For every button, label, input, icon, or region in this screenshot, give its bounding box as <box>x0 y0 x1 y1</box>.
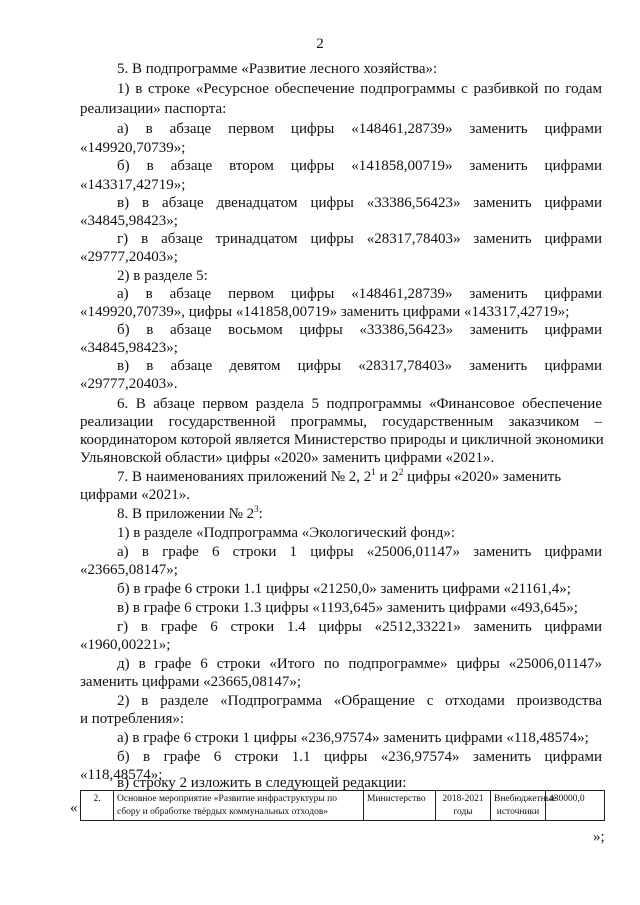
text-line-content: «149920,70739», цифры «141858,00719» заменить цифрами «143317,42719»; <box>80 304 570 320</box>
text-line <box>80 561 178 579</box>
superscript: 1 <box>371 467 376 477</box>
text-line <box>117 157 602 175</box>
text-line <box>117 748 602 766</box>
funding-source-cell: Внебюджетные источники <box>491 791 546 821</box>
text-line <box>80 303 569 321</box>
text-line-content: заменить цифрами «23665,08147»; <box>80 674 302 690</box>
text-line <box>80 248 178 266</box>
text-line-content: «34845,98423»; <box>80 213 178 229</box>
text-line-content: г) в абзаце тринадцатом цифры «28317,78403» заменить цифрами <box>117 231 602 247</box>
table-row <box>81 791 605 821</box>
text-line <box>117 580 571 598</box>
text-line-content: цифрами «2021». <box>80 487 190 503</box>
text-line-content: 7. В наименованиях приложений № 2, 2 <box>117 469 372 485</box>
text-line <box>80 212 178 230</box>
text-line-content: «143317,42719»; <box>80 177 186 193</box>
text-line-content: б) в абзаце восьмом цифры «33386,56423» заменить цифрами <box>117 322 602 338</box>
text-line <box>80 710 184 728</box>
text-line-content: а) в графе 6 строки 1 цифры «236,97574» заменить цифрами «118,48574»; <box>117 730 589 746</box>
text-line-content: Ульяновской области» цифры «2020» заменить цифрами «2021». <box>80 450 495 466</box>
page-number: 2 <box>316 36 324 52</box>
text-line-content: реализации» паспорта: <box>80 101 227 117</box>
text-line <box>117 267 208 285</box>
text-line <box>80 673 301 691</box>
text-line <box>117 505 263 523</box>
text-line <box>80 431 602 449</box>
text-line-content: а) в абзаце первом цифры «148461,28739» заменить цифрами <box>117 286 602 302</box>
text-line-content: координатором которой является Министерство природы и цикличной экономики <box>80 432 604 448</box>
closing-quote: »; <box>593 829 605 845</box>
replacement-table-row <box>80 790 605 821</box>
text-line-content: и потребления»: <box>80 711 185 727</box>
text-line <box>80 139 185 157</box>
text-line-content: «118,48574»; <box>80 767 163 783</box>
text-line-content: 2) в разделе 5: <box>117 268 208 284</box>
text-line-content: «29777,20403»; <box>80 249 178 265</box>
text-line <box>80 413 602 431</box>
text-line <box>117 468 561 486</box>
text-line-content: 6. В абзаце первом раздела 5 подпрограммы «Финансовое обеспечение <box>117 396 602 412</box>
text-line-content: 8. В приложении № 2 <box>117 506 255 522</box>
text-line <box>117 357 602 375</box>
text-line-content: б) в абзаце втором цифры «141858,00719» заменить цифрами <box>117 158 602 174</box>
text-line-content: а) в графе 6 строки 1 цифры «25006,01147» заменить цифрами <box>117 544 602 560</box>
text-line-content: б) в графе 6 строки 1.1 цифры «236,97574» заменить цифрами <box>117 749 602 765</box>
text-line <box>117 80 602 98</box>
text-line <box>80 176 185 194</box>
text-line-continuation: и 2 <box>375 469 399 485</box>
text-line <box>80 339 178 357</box>
text-line-content: реализации государственной программы, государственным заказчиком – <box>80 414 602 430</box>
text-line <box>117 285 602 303</box>
text-line-continuation: цифры «2020» заменить <box>403 469 562 485</box>
text-line-content: в) строку 2 изложить в следующей редакции: <box>117 775 407 791</box>
text-line <box>117 599 578 617</box>
text-line-content: в) в абзаце девятом цифры «28317,78403» заменить цифрами <box>117 358 602 374</box>
superscript: 2 <box>398 467 404 477</box>
activity-name-cell: Основное мероприятие «Развитие инфраструктуры по сбору и обработке твёрдых коммунальных отходов» <box>114 791 364 821</box>
text-line-content: «23665,08147»; <box>80 562 178 578</box>
text-line <box>80 100 226 118</box>
text-line <box>117 524 455 542</box>
text-line-content: «149920,70739»; <box>80 140 186 156</box>
text-line <box>117 230 602 248</box>
text-line-content: в) в графе 6 строки 1.3 цифры «1193,645» заменить цифрами «493,645»; <box>117 600 578 616</box>
text-line <box>80 449 494 467</box>
text-line-content: 1) в разделе «Подпрограмма «Экологический фонд»: <box>117 525 455 541</box>
text-line <box>117 395 602 413</box>
text-line <box>117 543 602 561</box>
text-line <box>117 655 602 673</box>
text-line-content: «1960,00221»; <box>80 637 171 653</box>
executor-cell: Министерство <box>364 791 436 821</box>
text-line-content: «34845,98423»; <box>80 340 178 356</box>
text-line <box>117 729 589 747</box>
row-number-cell: 2. <box>81 791 114 821</box>
text-line <box>80 636 170 654</box>
amount-cell: 430000,0 <box>546 791 605 821</box>
text-line-content: в) в абзаце двенадцатом цифры «33386,56423» заменить цифрами <box>117 195 602 211</box>
superscript: 3 <box>254 504 259 514</box>
text-line-content: «29777,20403». <box>80 376 178 392</box>
text-line-content: г) в графе 6 строки 1.4 цифры «2512,33221» заменить цифрами <box>117 619 602 635</box>
text-line-content: 1) в строке «Ресурсное обеспечение подпрограммы с разбивкой по годам <box>117 81 602 97</box>
opening-quote: « <box>70 800 78 816</box>
text-line <box>80 375 178 393</box>
text-line-continuation: : <box>258 506 263 522</box>
text-line <box>117 60 437 78</box>
text-line-content: б) в графе 6 строки 1.1 цифры «21250,0» заменить цифрами «21161,4»; <box>117 581 571 597</box>
text-line-content: 2) в разделе «Подпрограмма «Обращение с отходами производства <box>117 693 602 709</box>
text-line <box>80 486 190 504</box>
years-cell: 2018-2021 годы <box>436 791 491 821</box>
text-line-content: 5. В подпрограмме «Развитие лесного хозяйства»: <box>117 61 438 77</box>
text-line <box>117 120 602 138</box>
text-line <box>117 321 602 339</box>
text-line <box>117 692 602 710</box>
text-line <box>117 618 602 636</box>
text-line-content: д) в графе 6 строки «Итого по подпрограмме» цифры «25006,01147» <box>117 656 602 672</box>
text-line-content: а) в абзаце первом цифры «148461,28739» заменить цифрами <box>117 121 602 137</box>
text-line <box>117 194 602 212</box>
